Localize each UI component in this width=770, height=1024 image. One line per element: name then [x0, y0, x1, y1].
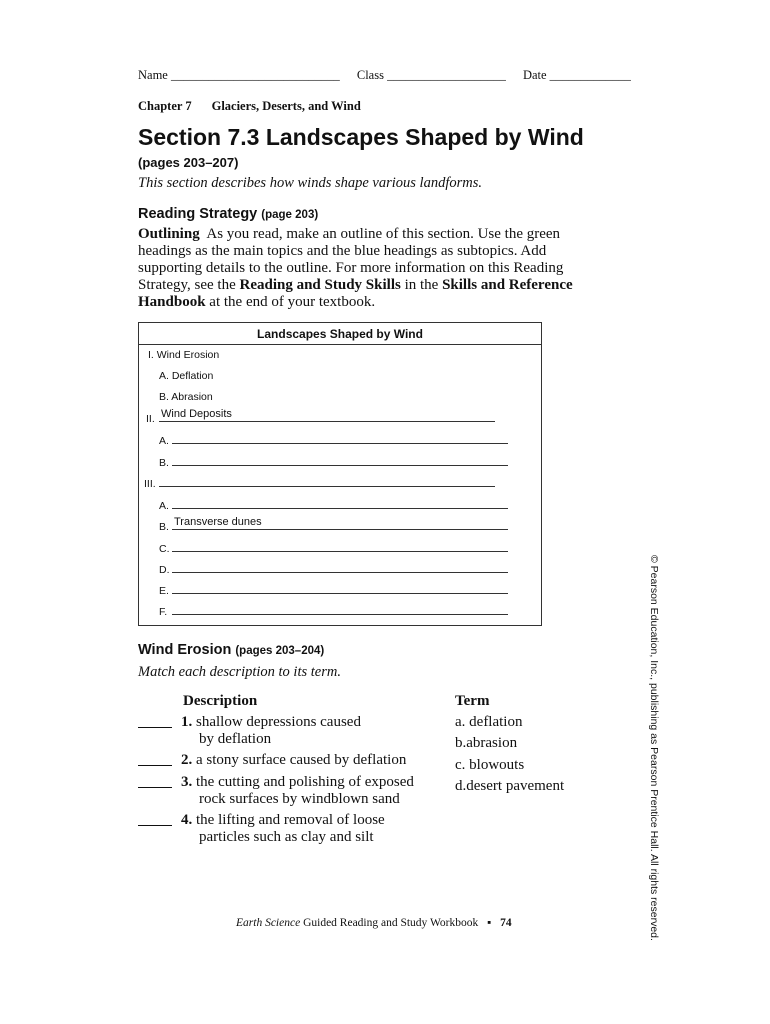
- outline-divider: [139, 344, 541, 345]
- wind-erosion-pages: (pages 203–204): [235, 645, 325, 657]
- term-a: a. deflation: [455, 714, 523, 730]
- reading-strategy-paragraph: [138, 226, 608, 311]
- skills-reference-handbook: Skills and Reference Handbook: [138, 277, 573, 310]
- outline-answer: [159, 473, 161, 485]
- reading-strategy-heading: [138, 206, 318, 222]
- outline-label: B.: [159, 391, 169, 403]
- wind-erosion-heading: [138, 642, 324, 658]
- matching-instruction: Match each description to its term.: [138, 664, 341, 680]
- outline-label-ii: II.: [146, 413, 155, 425]
- outline-item-ia: [159, 370, 213, 382]
- outline-answer: [172, 452, 174, 464]
- book-title-rest: Guided Reading and Study Workbook: [303, 917, 479, 929]
- wind-erosion-title: Wind Erosion: [138, 642, 232, 658]
- page-footer: [236, 917, 512, 929]
- copyright-notice: © Pearson Education, Inc., publishing as Pearson Prentice Hall. All rights reserved.: [648, 555, 660, 941]
- class-field[interactable]: Class ___________________: [356, 68, 506, 82]
- answer-blank-3[interactable]: [138, 787, 172, 788]
- outline-label-iiie: E.: [159, 585, 169, 597]
- question-text: a stony surface caused by deflation: [196, 752, 407, 768]
- reading-study-skills: Reading and Study Skills: [239, 277, 401, 293]
- question-4: [181, 812, 385, 846]
- outline-line-iib[interactable]: [172, 453, 508, 466]
- question-text: by deflation: [199, 731, 272, 747]
- outline-answer: [172, 580, 174, 592]
- chapter-name: Glaciers, Deserts, and Wind: [211, 99, 361, 113]
- answer-blank-4[interactable]: [138, 825, 172, 826]
- outline-line-ii[interactable]: [159, 409, 495, 422]
- outline-line-iiif[interactable]: [172, 602, 508, 615]
- student-info-line: [138, 68, 645, 83]
- question-text: rock surfaces by windblown sand: [199, 791, 400, 807]
- answer-blank-2[interactable]: [138, 765, 172, 766]
- outline-line-iiia[interactable]: [172, 496, 508, 509]
- outline-line-iiib[interactable]: [172, 517, 508, 530]
- outline-answer: Wind Deposits: [161, 408, 232, 420]
- outline-label-iiia: A.: [159, 500, 169, 512]
- section-intro: This section describes how winds shape various landforms.: [138, 175, 482, 191]
- outline-answer: [172, 559, 174, 571]
- term-d: d.desert pavement: [455, 778, 565, 794]
- outline-label-iiif: F.: [159, 606, 168, 618]
- outline-item-ib: [159, 391, 213, 403]
- question-number: 1.: [181, 714, 193, 730]
- term-column-header: Term: [455, 693, 490, 709]
- outline-label-iiic: C.: [159, 543, 170, 555]
- outline-answer: [172, 430, 174, 442]
- name-field[interactable]: Name ___________________________: [138, 68, 340, 82]
- question-1: [181, 714, 361, 748]
- outline-answer: [172, 495, 174, 507]
- outline-label: A.: [159, 370, 169, 382]
- question-number: 2.: [181, 752, 193, 768]
- question-text: particles such as clay and silt: [199, 829, 374, 845]
- outline-line-iia[interactable]: [172, 431, 508, 444]
- outline-answer: [172, 538, 174, 550]
- outline-item-i: [148, 349, 219, 361]
- question-text: the lifting and removal of loose: [196, 812, 385, 828]
- answer-blank-1[interactable]: [138, 727, 172, 728]
- outline-line-iiid[interactable]: [172, 560, 508, 573]
- outline-text: Wind Erosion: [156, 349, 220, 361]
- date-field[interactable]: Date _____________: [522, 68, 631, 82]
- outline-answer: Transverse dunes: [174, 516, 262, 528]
- reading-strategy-title: Reading Strategy: [138, 206, 258, 222]
- page-number: 74: [500, 917, 512, 929]
- outline-label-iiid: D.: [159, 564, 170, 576]
- outline-answer: [172, 601, 174, 613]
- question-number: 4.: [181, 812, 193, 828]
- outline-label-iiib: B.: [159, 521, 169, 533]
- term-b: b.abrasion: [455, 735, 518, 751]
- question-2: [181, 752, 406, 769]
- outline-line-iiie[interactable]: [172, 581, 508, 594]
- outline-line-iiic[interactable]: [172, 539, 508, 552]
- outline-title: Landscapes Shaped by Wind: [257, 327, 423, 341]
- outline-label: I.: [148, 349, 154, 361]
- book-title-italic: Earth Science: [236, 917, 301, 929]
- outline-box: [138, 322, 542, 626]
- question-text: shallow depressions caused: [196, 714, 361, 730]
- outline-label-iii: III.: [144, 478, 156, 490]
- paragraph-text-2: in the: [404, 277, 439, 293]
- chapter-label: Chapter 7: [138, 99, 192, 113]
- question-text: the cutting and polishing of exposed: [196, 774, 414, 790]
- outline-label-iia: A.: [159, 435, 169, 447]
- chapter-line: [138, 99, 361, 114]
- bullet-icon: ▪: [487, 917, 492, 929]
- section-title: Section 7.3 Landscapes Shaped by Wind: [138, 124, 584, 150]
- outline-text: Deflation: [171, 370, 214, 382]
- section-pages: (pages 203–207): [138, 155, 239, 170]
- description-column-header: Description: [183, 693, 258, 709]
- paragraph-text-3: at the end of your textbook.: [209, 294, 376, 310]
- outline-label-iib: B.: [159, 457, 169, 469]
- term-c: c. blowouts: [455, 757, 525, 773]
- outlining-word: Outlining: [138, 226, 200, 242]
- outline-line-iii[interactable]: [159, 474, 495, 487]
- reading-strategy-pages: (page 203): [261, 209, 319, 221]
- question-3: [181, 774, 414, 808]
- paragraph-text-1: As you read, make an outline of this section. Use the green headings as the main topics and the blue headings as subtopics. Add supporting details to the outline. For more information on this Reading Strategy, see the: [138, 226, 564, 293]
- outline-text: Abrasion: [171, 391, 213, 403]
- question-number: 3.: [181, 774, 193, 790]
